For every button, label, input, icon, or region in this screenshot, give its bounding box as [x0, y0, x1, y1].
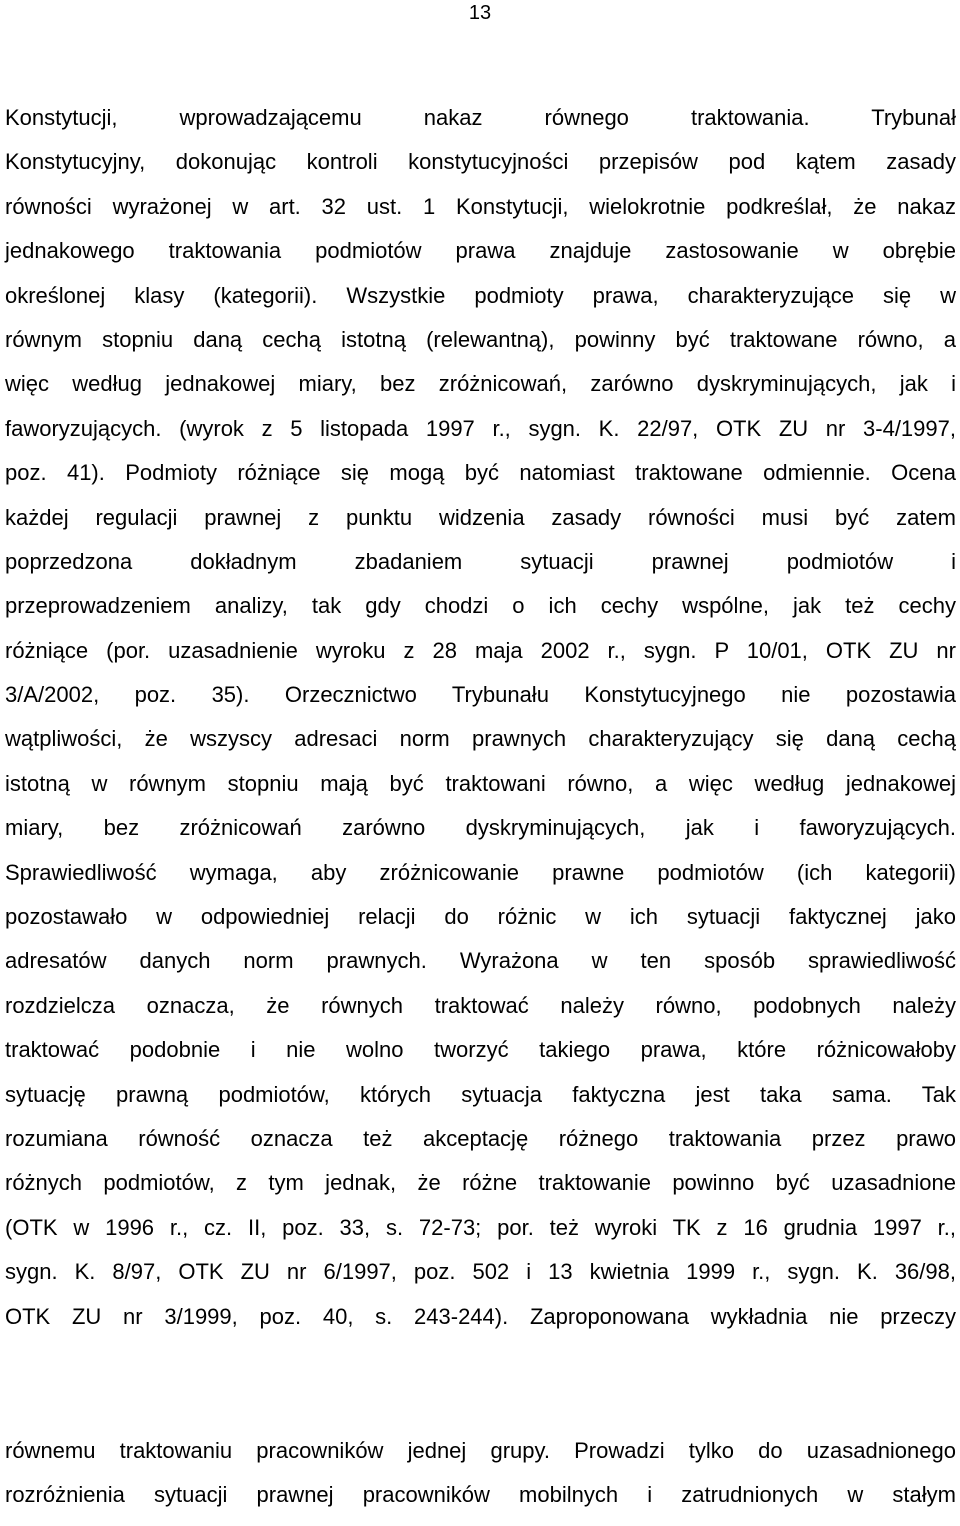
text-line: pozostawało w odpowiedniej relacji do różnic w ich sytuacji faktycznej jako — [5, 904, 956, 930]
text-line: równym stopniu daną cechą istotną (relewantną), powinny być traktowane równo, a — [5, 326, 956, 352]
text-line: 3/A/2002, poz. 35). Orzecznictwo Trybunału Konstytucyjnego nie pozostawia — [5, 682, 956, 708]
text-line: Konstytucyjny, dokonując kontroli konstytucyjności przepisów pod kątem zasady — [5, 149, 956, 175]
text-line: każdej regulacji prawnej z punktu widzenia zasady równości musi być zatem — [5, 504, 956, 530]
text-line: traktować podobnie i nie wolno tworzyć takiego prawa, które różnicowałoby — [5, 1037, 956, 1063]
page-number: 13 — [468, 2, 492, 24]
text-line: adresatów danych norm prawnych. Wyrażona w ten sposób sprawiedliwość — [5, 948, 956, 974]
text-line: miary, bez zróżnicowań zarówno dyskryminujących, jak i faworyzujących. — [5, 815, 956, 841]
text-line: rozumiana równość oznacza też akceptację różnego traktowania przez prawo — [5, 1125, 956, 1151]
text-line: równości wyrażonej w art. 32 ust. 1 Konstytucji, wielokrotnie podkreślał, że nakaz — [5, 193, 956, 219]
text-line: faworyzujących. (wyrok z 5 listopada 1997 r., sygn. K. 22/97, OTK ZU nr 3-4/1997, — [5, 415, 956, 441]
text-line: przeprowadzeniem analizy, tak gdy chodzi o ich cechy wspólne, jak też cechy — [5, 593, 956, 619]
text-line: wątpliwości, że wszyscy adresaci norm prawnych charakteryzujący się daną cechą — [5, 726, 956, 752]
text-line: Sprawiedliwość wymaga, aby zróżnicowanie prawne podmiotów (ich kategorii) — [5, 859, 956, 885]
text-line: OTK ZU nr 3/1999, poz. 40, s. 243-244). Zaproponowana wykładnia nie przeczy — [5, 1303, 956, 1329]
text-line: określonej klasy (kategorii). Wszystkie podmioty prawa, charakteryzujące się w — [5, 282, 956, 308]
text-line: rozdzielcza oznacza, że równych traktować należy równo, podobnych należy — [5, 992, 956, 1018]
text-line: jednakowego traktowania podmiotów prawa znajduje zastosowanie w obrębie — [5, 238, 956, 264]
text-line: różniące (por. uzasadnienie wyroku z 28 maja 2002 r., sygn. P 10/01, OTK ZU nr — [5, 637, 956, 663]
text-line: sygn. K. 8/97, OTK ZU nr 6/1997, poz. 502 i 13 kwietnia 1999 r., sygn. K. 36/98, — [5, 1259, 956, 1285]
continuation-text-block — [5, 1437, 956, 1526]
text-line: różnych podmiotów, z tym jednak, że różne traktowanie powinno być uzasadnione — [5, 1170, 956, 1196]
text-line: sytuację prawną podmiotów, których sytuacja faktyczna jest taka sama. Tak — [5, 1081, 956, 1107]
text-line: rozróżnienia sytuacji prawnej pracowników mobilnych i zatrudnionych w stałym — [5, 1482, 956, 1508]
text-line: (OTK w 1996 r., cz. II, poz. 33, s. 72-73; por. też wyroki TK z 16 grudnia 1997 r., — [5, 1214, 956, 1240]
text-line: Konstytucji, wprowadzającemu nakaz równego traktowania. Trybunał — [5, 105, 956, 130]
text-line: poz. 41). Podmioty różniące się mogą być natomiast traktowane odmiennie. Ocena — [5, 460, 956, 486]
main-text-block — [5, 104, 956, 1347]
text-line: istotną w równym stopniu mają być traktowani równo, a więc według jednakowej — [5, 770, 956, 796]
text-line: więc według jednakowej miary, bez zróżnicowań, zarówno dyskryminujących, jak i — [5, 371, 956, 397]
text-line: równemu traktowaniu pracowników jednej grupy. Prowadzi tylko do uzasadnionego — [5, 1438, 956, 1463]
text-line: poprzedzona dokładnym zbadaniem sytuacji prawnej podmiotów i — [5, 548, 956, 574]
